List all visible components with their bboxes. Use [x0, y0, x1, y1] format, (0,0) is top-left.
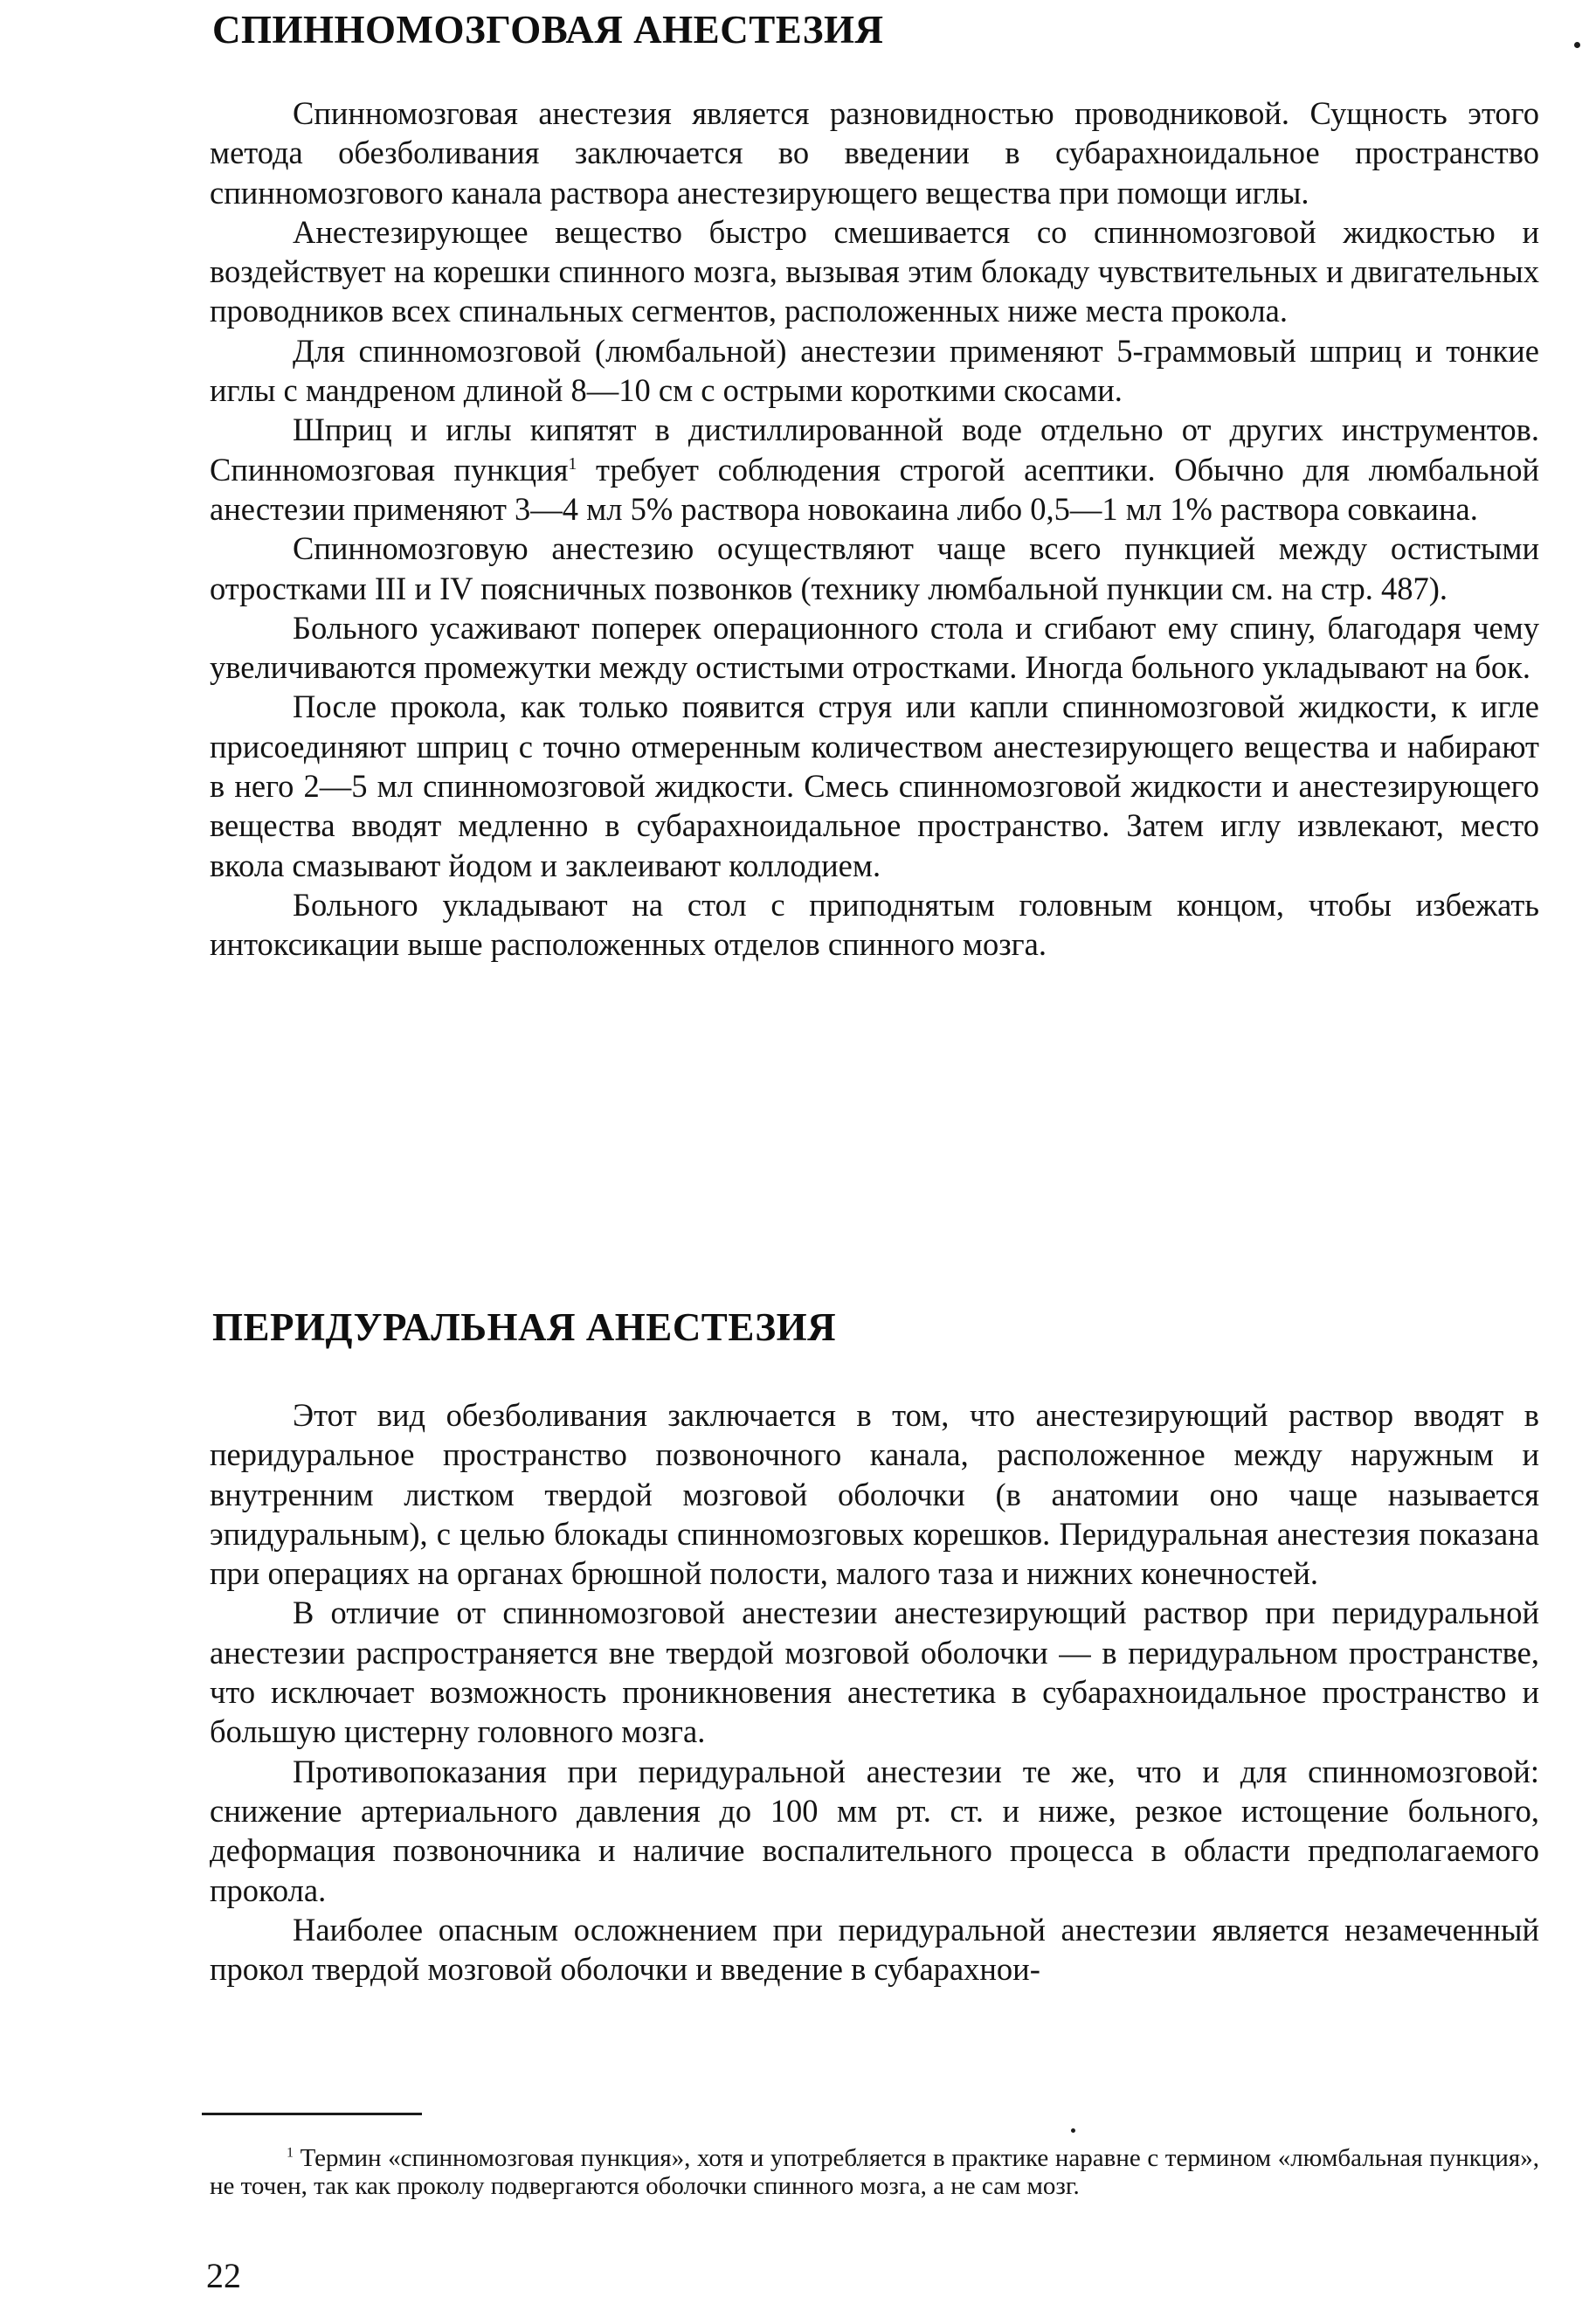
- paragraph: В отличие от спинномозговой анестезии анестезирующий раствор при перидуральной анестезии распространяется вне твердой мозговой оболочки — в перидуральном пространстве, что исключает возможность проникновения анестетика в субарахноидальное пространство и большую цистерну головного мозга.: [210, 1595, 1539, 1750]
- paragraph: Больного укладывают на стол с приподнятым головным концом, чтобы избежать интоксикации выше расположенных отделов спинного мозга.: [210, 886, 1539, 963]
- footnote-divider: [202, 2113, 422, 2115]
- section-spinal-anesthesia-body: [210, 93, 1539, 965]
- paragraph-text: требует соблюдения строгой асептики. Обычно для люмбальной анестезии применяют 3—4 мл 5% раствора новокаина либо 0,5—1 мл 1% раствора совкаина.: [210, 451, 1540, 527]
- paragraph: Противопоказания при перидуральной анестезии те же, что и для спинномозговой: снижение артериального давления до 100 мм рт. ст. и ниже, резкое истощение больного, деформация позвоночника и наличие воспалительного процесса в области предполагаемого прокола.: [210, 1753, 1539, 1908]
- section-peridural-anesthesia-body: [210, 1395, 1539, 1989]
- footnote: [210, 2145, 1539, 2200]
- section-heading-peridural-anesthesia: ПЕРИДУРАЛЬНАЯ АНЕСТЕЗИЯ: [212, 1305, 837, 1349]
- paragraph: После прокола, как только появится струя или капли спинномозговой жидкости, к игле присоединяют шприц с точно отмеренным количеством анестезирующего вещества и набирают в него 2—5 мл спинномозговой жидкости. Смесь спинномозговой жидкости и анестезирующего вещества вводят медленно в субарахноидальное пространство. Затем иглу извлекают, место вкола смазывают йодом и заклеивают коллодием.: [210, 688, 1539, 883]
- paragraph: Этот вид обезболивания заключается в том, что анестезирующий раствор вводят в перидуральное пространство позвоночного канала, расположенное между наружным и внутренним листком твердой мозговой оболочки (в анатомии оно чаще называется эпидуральным), с целью блокады спинномозговых корешков. Перидуральная анестезия показана при операциях на органах брюшной полости, малого таза и нижних конечностей.: [210, 1397, 1539, 1592]
- paragraph: Анестезирующее вещество быстро смешивается со спинномозговой жидкостью и воздействует на корешки спинного мозга, вызывая этим блокаду чувствительных и двигательных проводников всех спинальных сегментов, расположенных ниже места прокола.: [210, 213, 1539, 329]
- paragraph: Для спинномозговой (люмбальной) анестезии применяют 5-граммовый шприц и тонкие иглы с мандреном длиной 8—10 см с острыми короткими скосами.: [210, 332, 1539, 409]
- paragraph-text: Шприц и иглы кипятят в дистиллированной воде отдельно от других инструментов. Спинномозговая пункция: [210, 412, 1539, 488]
- scan-speck: [1071, 2128, 1075, 2133]
- paragraph: Спинномозговая анестезия является разновидностью проводниковой. Сущность этого метода обезболивания заключается во введении в субарахноидальное пространство спинномозгового канала раствора анестезирующего вещества при помощи иглы.: [210, 95, 1539, 211]
- footnote-body: Термин «спинномозговая пункция», хотя и употребляется в практике наравне с термином «люмбальная пункция», не точен, так как проколу подвергаются оболочки спинного мозга, а не сам мозг.: [210, 2144, 1539, 2200]
- footnote-marker: 1: [287, 2145, 294, 2161]
- scan-speck: [1574, 42, 1580, 48]
- paragraph: Спинномозговую анестезию осуществляют чаще всего пункцией между остистыми отростками III и IV поясничных позвонков (технику люмбальной пункции см. на стр. 487).: [210, 530, 1539, 606]
- page-number: 22: [206, 2256, 241, 2295]
- footnote-reference: 1: [568, 453, 577, 474]
- paragraph: Наиболее опасным осложнением при перидуральной анестезии является незамеченный прокол твердой мозговой оболочки и введение в субарахнои-: [210, 1911, 1539, 1988]
- section-heading-spinal-anesthesia: СПИННОМОЗГОВАЯ АНЕСТЕЗИЯ: [212, 8, 884, 52]
- paragraph: Больного усаживают поперек операционного стола и сгибают ему спину, благодаря чему увеличиваются промежутки между остистыми отростками. Иногда больного укладывают на бок.: [210, 609, 1539, 686]
- paragraph-with-footnote-ref: [210, 410, 1539, 529]
- footnote-text: [210, 2145, 1539, 2200]
